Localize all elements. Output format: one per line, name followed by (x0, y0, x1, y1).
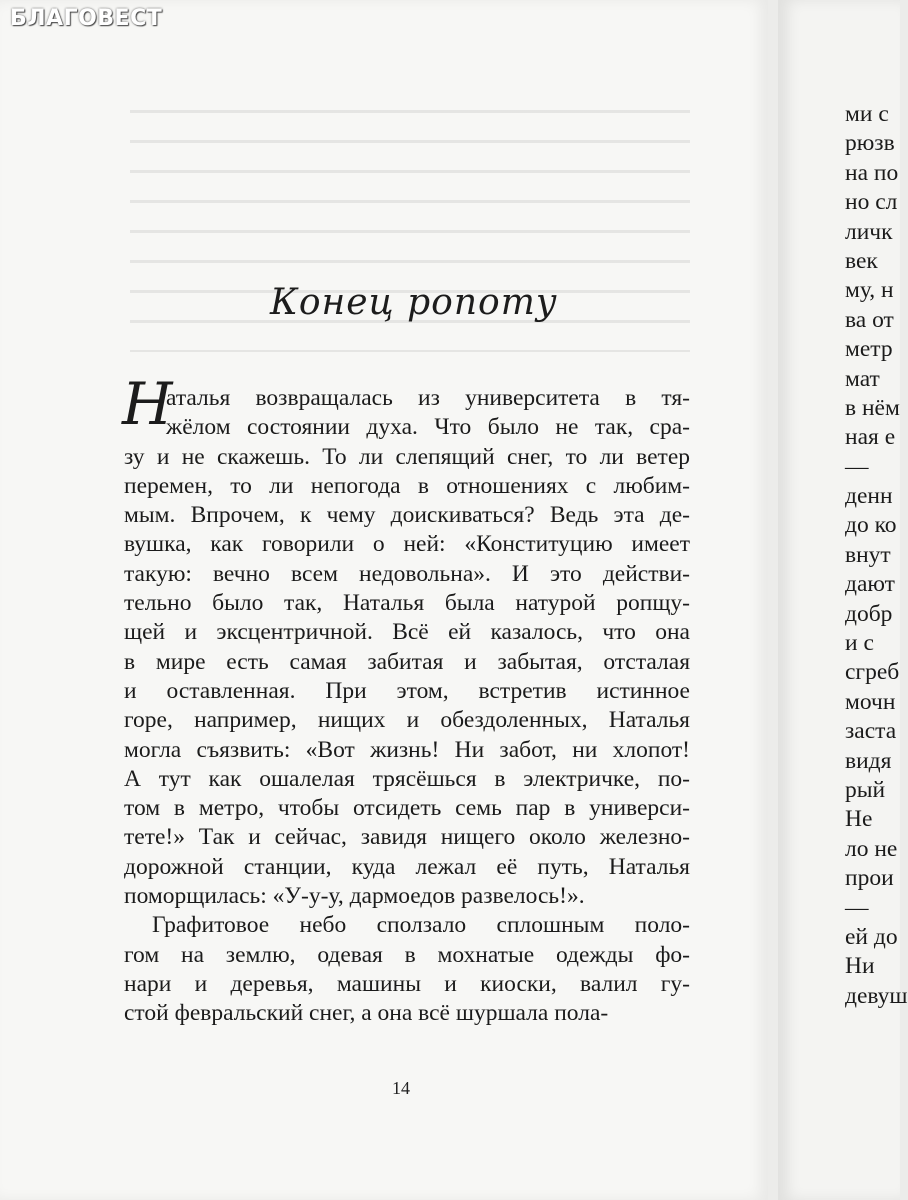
right-page-line: мочн (845, 688, 896, 715)
body-line: тельно было так, Наталья была натурой ропщу- (124, 590, 690, 617)
right-page-line: дают (845, 571, 895, 598)
right-page-line: прои (845, 865, 894, 892)
right-page-line: ва от (845, 306, 894, 333)
right-page-line: метр (845, 336, 893, 363)
right-page-line: видя (845, 747, 892, 774)
body-line: зу и не скажешь. То ли слепящий снег, то ли ветер (124, 443, 690, 470)
body-line: мым. Впрочем, к чему доискиваться? Ведь эта де- (124, 502, 690, 529)
right-page-line: сгреб (845, 659, 900, 686)
right-page-line: Ни (845, 953, 875, 980)
right-page-line: личк (845, 218, 893, 245)
watermark-logo: БЛАГОВЕСТ (10, 6, 163, 31)
body-line: аталья возвращалась из университета в тя- (166, 385, 690, 411)
right-page-line: но сл (845, 189, 898, 216)
body-line: в мире есть самая забитая и забытая, отсталая (124, 648, 690, 675)
body-line: перемен, то ли непогода в отношениях с любим- (124, 472, 690, 499)
right-page-line: Не (845, 806, 873, 833)
body-line: дорожной станции, куда лежал её путь, Наталья (124, 853, 690, 880)
right-page-line: на по (845, 159, 899, 186)
body-line: Графитовое небо сползало сплошным поло- (152, 912, 690, 939)
right-page-line: денн (845, 483, 893, 510)
drop-cap: Н (122, 370, 173, 438)
right-page-line: век (845, 247, 878, 274)
right-page-line: рюзв (845, 130, 895, 157)
body-line: стой февральский снег, а она всё шуршала пола- (124, 1000, 609, 1027)
right-page-line: мат (845, 365, 880, 392)
right-page-line: му, н (845, 277, 894, 304)
right-page-text (845, 100, 908, 1011)
right-page-line: внут (845, 541, 891, 568)
right-page-line: ная е (845, 424, 896, 451)
body-line: том в метро, чтобы отсидеть семь пар в универси- (124, 795, 690, 822)
right-page-line: в нём (845, 394, 900, 421)
body-line: гом на землю, одевая в мохнатые одежды фо- (124, 941, 690, 968)
body-line: жёлом состоянии духа. Что было не так, сра- (166, 414, 690, 441)
right-page-line: рый (845, 776, 886, 803)
right-page-line: девуш (845, 982, 908, 1009)
body-line: А тут как ошалелая трясёшься в электричке, по- (124, 765, 690, 792)
body-line: тете!» Так и сейчас, завидя нищего около железно- (124, 824, 690, 851)
right-page-line: ей до (845, 923, 898, 950)
body-line: нари и деревья, машины и киоски, валил гу- (124, 970, 690, 997)
right-page-line: — (845, 894, 869, 921)
right-page-line: до ко (845, 512, 897, 539)
body-line: могла съязвить: «Вот жизнь! Ни забот, ни хлопот! (124, 736, 690, 763)
body-line: поморщилась: «У-у-у, дармоедов развелось!». (124, 883, 585, 910)
chapter-title: Конец ропоту (270, 282, 558, 323)
right-page-line: — (845, 453, 869, 480)
body-line: вушка, как говорили о ней: «Конституцию имеет (124, 531, 690, 558)
body-line: щей и эксцентричной. Всё ей казалось, что она (124, 619, 690, 646)
body-line: и оставленная. При этом, встретив истинное (124, 677, 690, 704)
page-number: 14 (392, 1078, 410, 1098)
body-line: такую: вечно всем недовольна». И это действи- (124, 560, 690, 587)
right-page-line: заста (845, 718, 897, 745)
right-page-line: ми с (845, 101, 889, 127)
right-page-line: ло не (845, 835, 898, 862)
right-page-line: и с (845, 630, 874, 657)
body-line: горе, например, нищих и обездоленных, Наталья (124, 707, 690, 734)
body-text (124, 384, 690, 1029)
right-page-line: добр (845, 600, 893, 627)
